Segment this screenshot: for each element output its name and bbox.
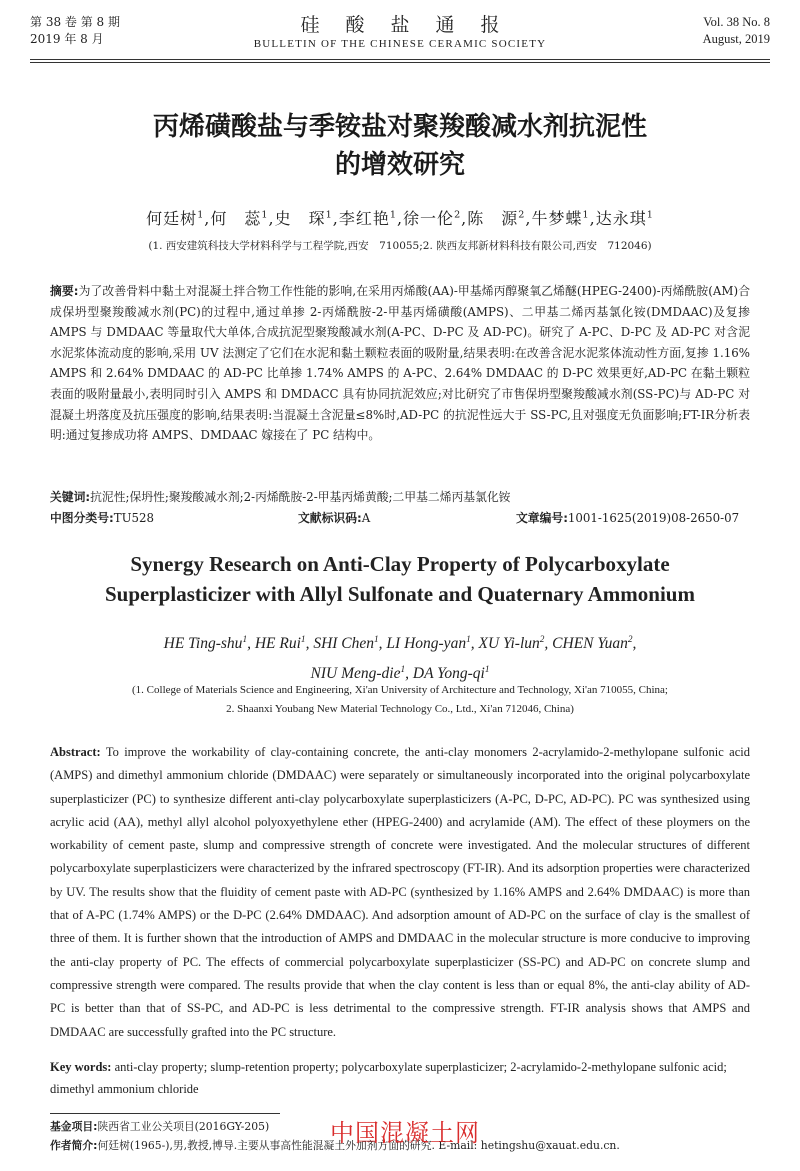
author-en: NIU Meng-die$^1$ [310,665,406,683]
title-cn-line1: 丙烯磺酸盐与季铵盐对聚羧酸减水剂抗泥性 [152,112,647,142]
article-meta-cn [50,509,750,529]
title-cn-line2: 的增效研究 [334,150,465,180]
author-en: DA Yong-$qi^1$ [412,665,490,683]
keywords-en [50,1057,750,1100]
header-date-en: August, 2019 [702,32,770,46]
keywords-en-label: Key words: [50,1060,112,1074]
author-bio-note: 作者简介:何廷树(1965-),男,教授,博导.主要从事高性能混凝土外加剂方面的研究. E-mail: hetingshu@xauat.edu.cn. [50,1139,620,1152]
abstract-en-text: To improve the workability of clay-containing concrete, the anti-clay monomers 2-acrylamido-2-methylopane sulfonic acid (AMPS) and dimethyl ammonium chloride (DMDAAC) were separately or simultaneously incorporated into the original polycarboxylate superplasticizer (PC) to synthesize different anti-clay polycarboxylate superplasticizers (A-PC, D-PC, AD-PC). PC was synthesized using acrylic acid (AA), methyl allyl alcohol polyoxyethylene ether (HPEG-2400) and acrylamide (AM). The effect of these ploymers on the workability of cement paste, slump and compressive strength of concrete were investigated. And the molecular structures of different polycarboxylate superplasticizers were characterized by the infrared spectroscopy (FT-IR). And its adsorption properties were characterized by UV. The results show that the fluidity of cement paste with AD-PC (synthesized by 1.16% AMPS and 2.64% DMDAAC) is more than that of A-PC (1.74% AMPS) or the D-PC (2.64% DMDAAC). And adsorption amount of AD-PC on the surface of clay is the smallest of three of them. It is further shown that the introduction of AMPS and DMDAAC in the molecular structure is more conducive to improving the anti-clay property of PC. The effects of commercial polycarboxylate superplasticizer (SS-PC) and AD-PC on concrete slump and compressive strength were compared. The results provide that when the clay content is less than or equal 8%, the anti-clay ability of AD-PC is better than that of SS-PC, and AD-PC is less detrimental to the compressive strength. FT-IR analysis shows that AMPS and DMDAAC are successfully grafted into the PC structure. [50,745,750,1039]
journal-name-cn: 硅酸盐通报 [300,14,526,36]
authors-en-line2: NIU Meng-die$^1$, DA Yong-$qi^1$ [310,665,490,683]
title-en [40,549,760,609]
affiliation-en [40,681,760,719]
title-en-line2: Superplasticizer with Allyl Sulfonate and Quaternary Ammonium [105,582,695,606]
authors-en [40,627,760,687]
author-cn: 达永琪$^1$ [595,209,654,228]
header-volume-issue: 第 38 卷 第 8 期 [30,15,120,29]
header-date: 2019 年 8 月 [30,32,104,46]
author-en: XU Yi-lun$^2$ [478,635,545,653]
title-cn [40,108,760,184]
header-rule-bottom [30,62,770,63]
author-cn: 何廷树$^1$ [146,209,205,228]
header-issue [30,14,120,48]
abstract-en [50,741,750,1044]
title-en-line1: Synergy Research on Anti-Clay Property of Polycarboxylate [130,552,670,576]
footnote-rule [50,1113,280,1114]
journal-header [30,14,770,60]
abstract-cn [50,281,750,446]
author-cn: 陈 源$^2$ [467,209,526,228]
keywords-cn [50,487,750,507]
keywords-en-text: anti-clay property; slump-retention property; polycarboxylate superplasticizer; 2-acrylamido-2-methylopane sulfonic acid; dimethyl ammonium chloride [50,1060,727,1096]
affiliation-en-line1: (1. College of Materials Science and Engineering, Xi'an University of Architecture and Technology, Xi'an 710055, China; [132,684,668,696]
header-journal [200,14,600,52]
clc-number: 中图分类号:TU528 [50,511,155,525]
author-en: SHI Chen$^1$ [313,635,379,653]
affiliation-en-line2: 2. Shaanxi Youbang New Material Technology Co., Ltd., Xi'an 712046, China) [226,703,574,715]
abstract-en-label: Abstract: [50,745,101,759]
keywords-cn-text: 抗泥性;保坍性;聚羧酸减水剂;2-丙烯酰胺-2-甲基丙烯黄酸;二甲基二烯丙基氯化铵 [90,490,511,504]
doc-code: 文献标识码:A [298,511,371,525]
journal-name-en: BULLETIN OF THE CHINESE CERAMIC SOCIETY [253,38,547,50]
author-cn: 何 蕊$^1$ [210,209,269,228]
article-number: 文章编号:1001-1625(2019)08-2650-07 [516,511,740,525]
abstract-cn-label: 摘要: [50,284,79,298]
authors-en-line1: HE Ting-shu$^1$, HE Rui$^1$, SHI Chen$^1$, LI Hong-yan$^1$, XU Yi-lun$^2$, CHEN Yuan$^2$, [163,635,637,653]
author-en: HE Rui$^1$ [254,635,306,653]
author-cn: 史 琛$^1$ [274,209,333,228]
author-en: HE Ting-shu$^1$ [163,635,248,653]
watermark-logo: 中国混凝土网 [330,1119,480,1147]
author-cn: 徐一伦$^2$ [403,209,462,228]
header-volume-en [703,14,770,48]
affiliation-cn: (1. 西安建筑科技大学材料科学与工程学院,西安 710055;2. 陕西友邦新材料科技有限公司,西安 712046) [148,240,652,252]
header-rule-top [30,59,770,60]
funding-note: 基金项目:陕西省工业公关项目(2016GY-205) [50,1120,270,1133]
keywords-cn-label: 关键词: [50,490,91,504]
authors-cn: 何廷树$^1$,何 蕊$^1$,史 琛$^1$,李红艳$^1$,徐一伦$^2$,陈 源$^2$,牛梦蝶$^1$,达永琪$^1$ [146,209,654,228]
author-en: CHEN Yuan$^2$ [552,635,633,653]
author-cn: 牛梦蝶$^1$ [531,209,590,228]
header-vol-no: Vol. 38 No. 8 [703,15,770,29]
author-cn: 李红艳$^1$ [338,209,397,228]
abstract-cn-text: 为了改善骨料中黏土对混凝土拌合物工作性能的影响,在采用丙烯酸(AA)-甲基烯丙醇聚氧乙烯醚(HPEG-2400)-丙烯酰胺(AM)合成保坍型聚羧酸减水剂(PC)的过程中,通过单掺 2-丙烯酰胺-2-甲基丙烯磺酸(AMPS)、二甲基二烯丙基氯化铵(DMDAAC)及复掺 AMPS 与 DMDAAC 等量取代大单体,合成抗泥型聚羧酸减水剂(A-PC、D-PC 及 AD-PC)。研究了 A-PC、D-PC 及 AD-PC 对含泥水泥浆体流动度的影响,采用 UV 法测定了它们在水泥和黏土颗粒表面的吸附量,结果表明:在改善含泥水泥浆体流动性方面,复掺 1.16% AMPS 和 2.64% DMDAAC 的 AD-PC 比单掺 1.74% AMPS 的 A-PC、2.64% DMDAAC 的 D-PC 效果更好,AD-PC 在黏土颗粒表面的吸附量最小,表明同时引入 AMPS 和 DMDACC 具有协同抗泥效应;对比研究了市售保坍型聚羧酸减水剂(SS-PC)与 AD-PC 对混凝土坍落度及抗压强度的影响,结果表明:当混凝土含泥量≤8%时,AD-PC 的抗泥性远大于 SS-PC,且对强度无负面影响;FT-IR分析表明:通过复掺成功将 AMPS、DMDAAC 嫁接在了 PC 结构中。 [50,284,751,443]
author-en: LI Hong-yan$^1$ [386,635,471,653]
